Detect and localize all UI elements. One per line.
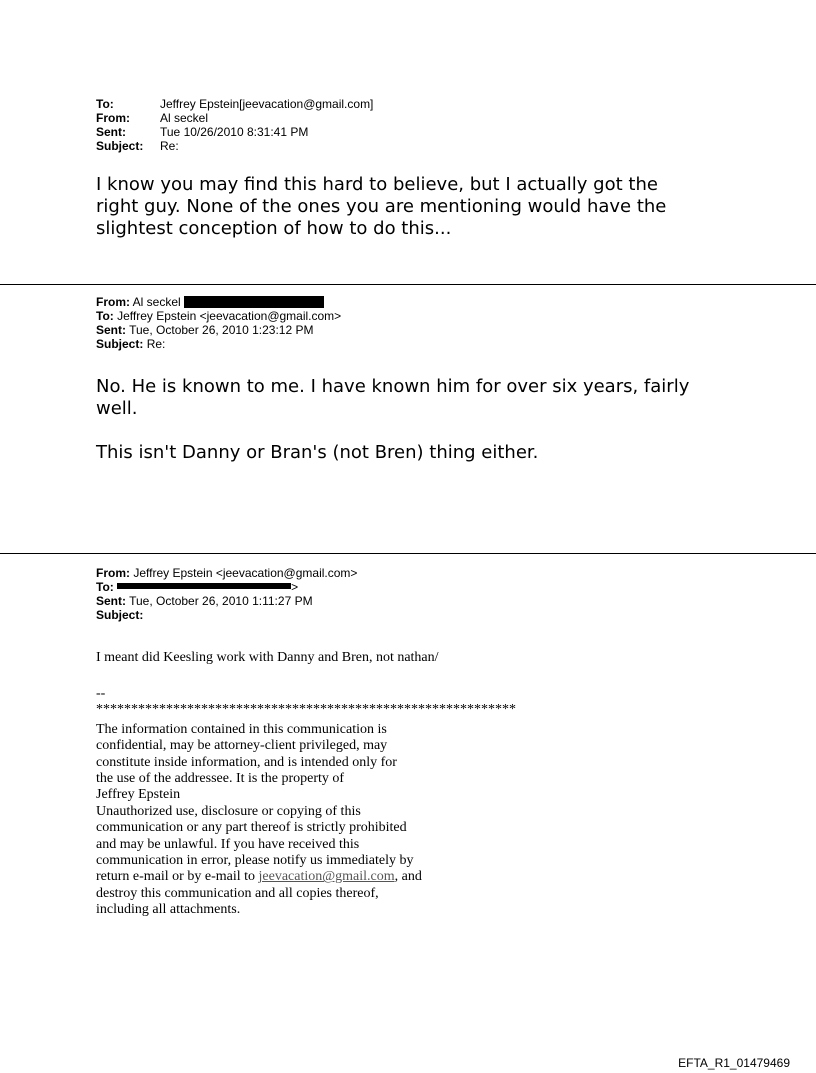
subject-row (96, 608, 357, 622)
sent-value: Tue, October 26, 2010 1:23:12 PM (129, 323, 314, 337)
disclaimer-line: and may be unlawful. If you have received this (96, 836, 360, 852)
divider (0, 553, 816, 554)
from-row (96, 566, 357, 580)
to-label: To: (96, 309, 114, 323)
body-line: This isn't Danny or Bran's (not Bren) thing either. (96, 442, 539, 463)
subject-row (96, 139, 373, 153)
sent-value: Tue, October 26, 2010 1:11:27 PM (129, 594, 313, 608)
subject-row (96, 337, 341, 351)
from-row (96, 295, 341, 309)
email3-body (96, 650, 439, 666)
signature-block (96, 686, 796, 919)
sig-dash: -- (96, 686, 106, 701)
to-label: To: (96, 97, 114, 111)
body-line: right guy. None of the ones you are mentioning would have the (96, 196, 667, 217)
disclaimer-line: Unauthorized use, disclosure or copying of this (96, 803, 361, 819)
email1-body (96, 174, 776, 240)
from-value: Al seckel (132, 295, 181, 309)
disclaimer-line: destroy this communication and all copies thereof, (96, 885, 379, 901)
disclaimer-line: the use of the addressee. It is the property of (96, 771, 345, 787)
disclaimer-pre-link: return e-mail or by e-mail to (96, 869, 259, 885)
to-row (96, 580, 357, 594)
subject-label: Subject: (96, 139, 144, 153)
disclaimer-line: communication in error, please notify us immediately by (96, 853, 414, 869)
document-id: EFTA_R1_01479469 (678, 1056, 790, 1070)
disclaimer-line: including all attachments. (96, 902, 241, 918)
sent-value: Tue 10/26/2010 8:31:41 PM (160, 125, 309, 139)
to-row (96, 309, 341, 323)
body-line: No. He is known to me. I have known him for over six years, fairly (96, 376, 690, 397)
body-line: well. (96, 398, 138, 419)
from-label: From: (96, 111, 130, 125)
from-row (96, 111, 373, 125)
email-link[interactable]: jeevacation@gmail.com (258, 869, 395, 885)
disclaimer-line: confidential, may be attorney-client privileged, may (96, 738, 388, 754)
redaction-bar (184, 296, 324, 308)
disclaimer-post-link: , and (394, 869, 422, 885)
subject-label: Subject: (96, 608, 144, 622)
subject-value: Re: (160, 139, 179, 153)
from-value: Al seckel (160, 111, 209, 125)
from-value: Jeffrey Epstein <jeevacation@gmail.com> (133, 566, 358, 580)
disclaimer (96, 722, 796, 919)
sent-label: Sent: (96, 125, 126, 139)
email2-body (96, 376, 776, 464)
disclaimer-line: The information contained in this communication is (96, 721, 387, 737)
disclaimer-line: communication or any part thereof is strictly prohibited (96, 820, 407, 836)
from-label: From: (96, 566, 130, 580)
to-label: To: (96, 580, 114, 594)
subject-value: Re: (146, 337, 166, 351)
sent-row (96, 125, 373, 139)
stars-line: ************************************************************ (96, 702, 516, 718)
disclaimer-line (96, 869, 796, 885)
body-line: slightest conception of how to do this... (96, 218, 452, 239)
body-line: I meant did Keesling work with Danny and Bren, not nathan/ (96, 650, 439, 665)
subject-label: Subject: (96, 337, 144, 351)
sent-label: Sent: (96, 594, 126, 608)
sent-label: Sent: (96, 323, 126, 337)
to-row (96, 97, 373, 111)
from-label: From: (96, 295, 130, 309)
email1-header (96, 97, 373, 153)
to-value: Jeffrey Epstein <jeevacation@gmail.com> (117, 309, 342, 323)
sent-row (96, 594, 357, 608)
email3-header (96, 566, 357, 622)
sent-row (96, 323, 341, 337)
disclaimer-line: constitute inside information, and is intended only for (96, 754, 397, 770)
divider (0, 284, 816, 285)
body-line: I know you may find this hard to believe, but I actually got the (96, 174, 658, 195)
disclaimer-line: Jeffrey Epstein (96, 787, 181, 803)
redaction-bar (117, 583, 291, 589)
to-suffix: > (291, 580, 299, 594)
to-value: Jeffrey Epstein[jeevacation@gmail.com] (160, 97, 374, 111)
email2-header (96, 295, 341, 351)
